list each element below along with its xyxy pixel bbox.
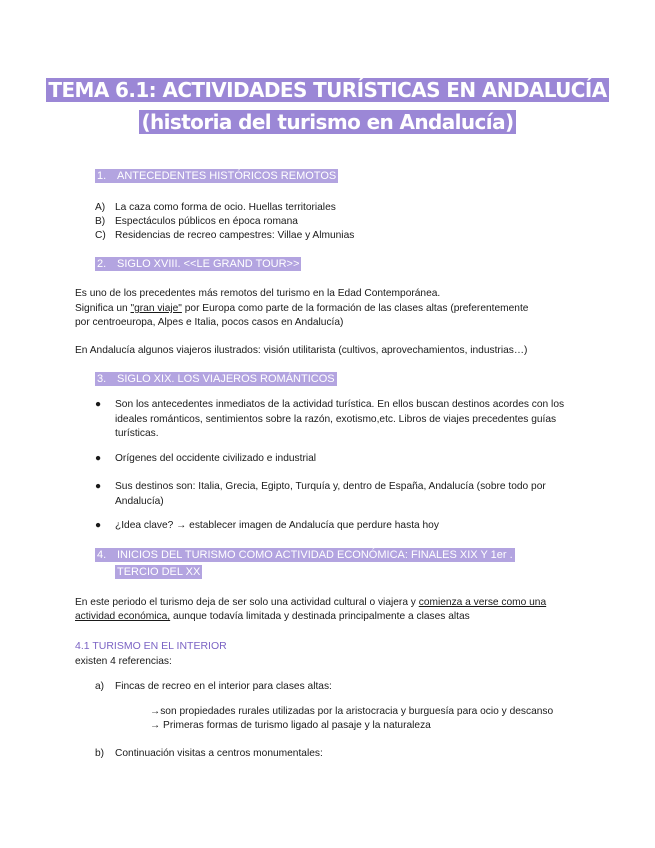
section-4-label: INICIOS DEL TURISMO COMO ACTIVIDAD ECONÓMICA: FINALES XIX Y 1er .: [117, 549, 513, 561]
bullet-item: [95, 480, 575, 509]
list-item: [95, 201, 336, 216]
subsection-heading: 4.1 TURISMO EN EL INTERIOR: [75, 640, 227, 652]
list-marker: A): [95, 202, 106, 213]
section-2-number: 2.: [97, 258, 107, 270]
bullet-text: Sus destinos son: Italia, Grecia, Egipto, Turquía y, dentro de España, Andalucía (sobre todo por Andalucía): [115, 481, 546, 507]
text-run: por Europa como parte de la formación de las clases altas (preferentemente: [181, 303, 529, 314]
section-4-heading: [95, 549, 515, 561]
list-text: Espectáculos públicos en época romana: [115, 216, 298, 227]
bullet-item: [95, 519, 575, 534]
list-marker: B): [95, 216, 106, 227]
list-text: La caza como forma de ocio. Huellas territoriales: [115, 202, 336, 213]
bullet-text: ¿Idea clave? → establecer imagen de Andalucía que perdure hasta hoy: [115, 520, 439, 531]
underlined-text: actividad económica,: [75, 611, 171, 622]
paragraph: Es uno de los precedentes más remotos del turismo en la Edad Contemporánea.: [75, 288, 441, 299]
list-text: Residencias de recreo campestres: Villae y Almunias: [115, 230, 355, 241]
text-run: aunque todavía limitada y destinada principalmente a clases altas: [170, 611, 470, 622]
bullet-item: [95, 398, 575, 442]
bullet-icon: ●: [95, 399, 102, 410]
paragraph: por centroeuropa, Alpes e Italia, pocos casos en Andalucía): [75, 317, 344, 328]
list-text: Continuación visitas a centros monumentales:: [115, 748, 323, 759]
section-2-heading: [95, 258, 301, 270]
bullet-item: [95, 452, 575, 467]
paragraph: [75, 302, 528, 317]
underlined-text: comienza a verse como una: [418, 597, 547, 608]
bullet-icon: ●: [95, 520, 102, 531]
bullet-text: Son los antecedentes inmediatos de la actividad turística. En ellos buscan destinos acordes con los ideales románticos, sentimientos sobre la razón, exotismo,etc. Libros de viajes precedentes guías turísticas.: [115, 399, 565, 439]
page-title: TEMA 6.1: ACTIVIDADES TURÍSTICAS EN ANDALUCÍA: [48, 78, 607, 102]
paragraph: existen 4 referencias:: [75, 656, 172, 667]
list-text: Fincas de recreo en el interior para clases altas:: [115, 681, 332, 692]
text-run: En este periodo el turismo deja de ser solo una actividad cultural o viajera y: [75, 597, 419, 608]
section-2-label: SIGLO XVIII. <<LE GRAND TOUR>>: [117, 258, 300, 270]
section-4-label-cont: TERCIO DEL XX: [117, 566, 201, 578]
sub-point: → Primeras formas de turismo ligado al pasaje y la naturaleza: [150, 720, 431, 731]
bullet-text: Orígenes del occidente civilizado e industrial: [115, 453, 317, 464]
paragraph: [75, 596, 546, 611]
section-1-heading: [95, 170, 338, 182]
title-line-1: [0, 77, 655, 103]
bullet-icon: ●: [95, 481, 102, 492]
paragraph: En Andalucía algunos viajeros ilustrados: visión utilitarista (cultivos, aprovechamientos, industrias…): [75, 345, 528, 356]
list-marker: b): [95, 748, 105, 759]
section-3-heading: [95, 373, 337, 385]
list-item: [95, 747, 323, 762]
section-4-number: 4.: [97, 549, 107, 561]
page-subtitle: (historia del turismo en Andalucía): [141, 110, 514, 134]
list-item: [95, 680, 332, 695]
title-line-2: [0, 109, 655, 135]
list-item: [95, 215, 298, 230]
text-run: Significa un: [75, 303, 131, 314]
list-item: [95, 229, 354, 244]
section-3-number: 3.: [97, 373, 107, 385]
section-4-heading-cont: [95, 566, 202, 578]
sub-point: →son propiedades rurales utilizadas por la aristocracia y burguesía para ocio y descanso: [150, 706, 554, 717]
section-3-label: SIGLO XIX. LOS VIAJEROS ROMÁNTICOS: [117, 373, 335, 385]
bullet-icon: ●: [95, 453, 102, 464]
paragraph: [75, 610, 470, 625]
list-marker: a): [95, 681, 105, 692]
underlined-text: "gran viaje": [130, 303, 182, 314]
list-marker: C): [95, 230, 106, 241]
section-1-label: ANTECEDENTES HISTÓRICOS REMOTOS: [117, 170, 337, 182]
section-1-number: 1.: [97, 170, 107, 182]
